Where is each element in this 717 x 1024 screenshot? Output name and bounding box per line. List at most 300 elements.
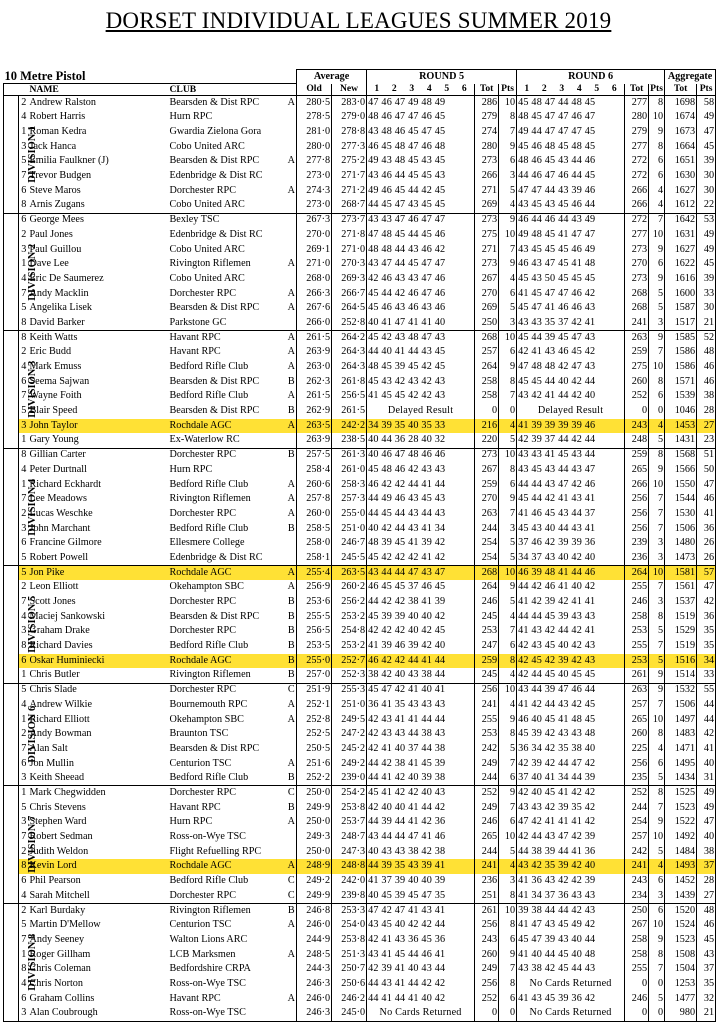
aggregate-points: 41 [697,507,716,522]
aggregate-points: 35 [697,624,716,639]
table-row [4,947,716,962]
club-name: Okehampton SBC [169,713,244,725]
shooter-name: Andy Bowman [29,728,92,740]
average-old: 248·5 [297,947,332,962]
page-title: DORSET INDIVIDUAL LEAGUES SUMMER 2019 [105,8,612,33]
team-letter: A [287,360,297,375]
club-name: Dorchester RPC [169,683,287,698]
aggregate-total: 1046 [665,404,697,419]
entry-number: 5 [21,302,27,314]
team-letter: C [287,683,297,698]
shooter-name: Judith Weldon [29,845,89,857]
round5-total: 242 [475,742,499,757]
round5-points: 8 [499,977,517,992]
shooter-name: Robert Powell [29,551,89,563]
round5-points: 8 [499,727,517,742]
club-name: Dorchester RPC [169,786,287,801]
shooter-name: Paul Guillou [29,243,82,255]
round6-total: 255 [625,639,649,654]
entry-number: 2 [21,507,27,519]
table-row [4,184,716,199]
entry-number: 1 [21,258,27,270]
round5-total: 258 [475,375,499,390]
shooter-name: Richard Elliott [29,713,90,725]
average-new: 246·2 [332,991,367,1006]
shooter-name: Peter Durtnall [29,463,87,475]
average-new: 271·0 [332,242,367,257]
team-letter: A [287,286,297,301]
round5-total: 267 [475,272,499,287]
club-name: Havant RPC [169,992,221,1004]
entry-number: 1 [19,786,29,801]
round5-scores: 40 46 47 48 46 46 [367,448,475,463]
shooter-name: Trevor Budgen [29,170,92,182]
aggregate-points: 41 [697,742,716,757]
round6-points: 7 [649,507,665,522]
shooter-name: Roman Kedra [29,126,87,138]
round6-scores: 43 43 35 37 42 41 [517,316,625,331]
round5-scores: 36 41 35 43 43 43 [367,698,475,713]
shooter-name: Keith Watts [29,331,169,346]
team-letter: B [287,654,297,669]
aggregate-total: 1439 [665,889,697,904]
team-letter: B [287,521,297,536]
average-new: 253·3 [332,903,367,918]
aggregate-points: 55 [697,683,716,698]
club-name: Rochdale AGC [169,859,287,874]
team-letter: B [287,610,297,625]
aggregate-total: 1522 [665,815,697,830]
team-letter: B [287,595,297,610]
entry-number: 2 [21,845,27,857]
club-name: Okehampton SBC [169,581,244,593]
average-old: 250·0 [297,845,332,860]
round6-points: 4 [649,419,665,434]
average-old: 266·0 [297,316,332,331]
round5-points: 5 [499,433,517,448]
average-new: 247·2 [332,727,367,742]
agg-tot-header: Tot [665,84,697,96]
division-label: DIVISION 5 [4,566,19,684]
shooter-name: Mark Emuss [29,361,82,373]
average-new: 261·3 [332,448,367,463]
round5-points: 9 [499,360,517,375]
shooter-name: Chris Stevens [29,801,86,813]
round6-total: 252 [625,389,649,404]
event-title: 10 Metre Pistol [4,69,86,83]
club-name: Centurion TSC [169,757,232,769]
average-new: 255·0 [332,507,367,522]
average-new: 270·3 [332,257,367,272]
round5-points: 10 [499,228,517,243]
aggregate-total: 1484 [665,845,697,860]
average-new: 271·8 [332,228,367,243]
club-name: Edenbridge & Dist RC [169,551,263,563]
round6-scores: 47 48 48 42 47 43 [517,360,625,375]
average-old: 260·6 [297,477,332,492]
entry-number: 1 [21,948,27,960]
table-row [4,198,716,213]
club-name: Hurn RPC [169,816,213,828]
entry-number: 2 [19,903,29,918]
shooter-name: Gillian Carter [29,448,169,463]
entry-number: 5 [19,566,29,581]
round5-scores: 40 44 36 28 40 32 [367,433,475,448]
club-name: LCB Marksmen [169,948,236,960]
round5-total: 271 [475,184,499,199]
aggregate-total: 1550 [665,477,697,492]
round5-points: 7 [499,242,517,257]
round6-total: 242 [625,845,649,860]
average-new: 252·3 [332,668,367,683]
aggregate-points: 50 [697,463,716,478]
round5-points: 6 [499,771,517,786]
entry-number: 1 [21,126,27,138]
shooter-name: Gary Young [29,434,79,446]
shooter-name: John Taylor [29,419,169,434]
table-row [4,492,716,507]
round5-points: 5 [499,845,517,860]
club-name: Rivington Riflemen [169,258,251,270]
round6-scores: 46 40 45 41 48 45 [517,712,625,727]
aggregate-points: 30 [697,184,716,199]
round6-total: 256 [625,756,649,771]
round6-scores: 46 44 46 44 43 49 [517,213,625,228]
round6-scores: 47 42 41 41 41 42 [517,815,625,830]
team-letter [287,742,297,757]
round6-total: 277 [625,96,649,111]
entry-number: 5 [19,683,29,698]
average-old: 246·0 [297,991,332,1006]
aggregate-total: 1523 [665,933,697,948]
entry-number: 3 [21,522,27,534]
round6-scores: 49 44 47 47 47 45 [517,125,625,140]
round6-scores: 41 47 43 45 49 42 [517,918,625,933]
round5-scores: 44 39 35 43 39 41 [367,859,475,874]
club-name: Bearsden & Dist RPC [169,96,287,111]
round5-points: 9 [499,492,517,507]
round5-points: 9 [499,580,517,595]
average-old: 269·1 [297,242,332,257]
team-letter: B [287,801,297,816]
round6-scores: 48 46 45 43 44 46 [517,154,625,169]
round5-total: 216 [475,419,499,434]
team-letter [287,316,297,331]
club-name: Rivington Riflemen [169,493,251,505]
average-new: 239·0 [332,771,367,786]
round5-scores: 42 39 41 40 43 44 [367,962,475,977]
entry-number: 7 [21,742,27,754]
aggregate-total: 1537 [665,595,697,610]
shooter-name: Richard Eckhardt [29,478,102,490]
round5-scores: 49 46 45 44 42 45 [367,184,475,199]
round6-scores: 34 37 43 40 42 40 [517,551,625,566]
round6-scores: 45 44 39 45 47 43 [517,331,625,346]
round5-scores: 44 42 42 38 41 39 [367,595,475,610]
round6-points: 9 [649,683,665,698]
team-letter: A [287,477,297,492]
round5-total: 243 [475,933,499,948]
round5-scores: 34 39 35 40 35 33 [367,419,475,434]
club-name: Bedford Rifle Club [169,390,249,402]
aggregate-points: 40 [697,756,716,771]
shooter-name: Alan Coubrough [29,1006,169,1021]
round6-total: 243 [625,419,649,434]
team-letter [287,169,297,184]
aggregate-total: 1514 [665,668,697,683]
round5-total: 264 [475,580,499,595]
entry-number: 1 [21,669,27,681]
round5-scores: 46 45 45 37 46 45 [367,580,475,595]
entry-number: 7 [21,287,27,299]
round6-scores: 41 46 45 43 44 37 [517,507,625,522]
average-new: 264·3 [332,360,367,375]
table-row [4,595,716,610]
round6-points: 7 [649,698,665,713]
shooter-name: Emilia Faulkner (J) [29,155,109,167]
round5-total: 246 [475,815,499,830]
round6-total: 248 [625,433,649,448]
aggregate-points: 33 [697,286,716,301]
round5-scores: 45 42 42 42 41 42 [367,551,475,566]
round5-scores: 44 45 47 43 45 45 [367,198,475,213]
team-letter: A [287,859,297,874]
entry-number: 3 [21,625,27,637]
aggregate-total: 1493 [665,859,697,874]
round5-scores: 44 45 44 43 44 43 [367,507,475,522]
round6-points: 5 [649,654,665,669]
team-letter [287,830,297,845]
round5-total: 0 [475,1006,499,1021]
round5-total: 241 [475,698,499,713]
round5-points: 0 [499,404,517,419]
round5-total: 236 [475,874,499,889]
aggregate-total: 1627 [665,184,697,199]
aggregate-points: 46 [697,492,716,507]
team-letter [287,977,297,992]
aggregate-points: 42 [697,727,716,742]
shooter-name: Maciej Sankowski [29,610,106,622]
team-letter: A [287,947,297,962]
team-letter [287,933,297,948]
round6-total: 0 [625,404,649,419]
round5-total: 286 [475,96,499,111]
round6-scores: 41 42 44 43 42 45 [517,698,625,713]
table-row [4,331,716,346]
shooter-name: Richard Davies [29,640,93,652]
shooter-name: Lucas Weschke [29,507,93,519]
round5-scores: 42 41 43 36 45 36 [367,933,475,948]
shooter-name: Chris Butler [29,669,80,681]
round5-scores: 48 48 44 43 46 42 [367,242,475,257]
team-letter: A [287,389,297,404]
round5-points: 6 [499,639,517,654]
aggregate-total: 1612 [665,198,697,213]
team-letter: A [287,991,297,1006]
round6-points: 7 [649,345,665,360]
round5-points: 10 [499,830,517,845]
club-name: Dorchester RPC [169,448,287,463]
shooter-name: Andy Macklin [29,287,89,299]
shooter-name: Keith Sheead [29,772,85,784]
shooter-name: Jon Pike [29,566,169,581]
round5-points: 9 [499,786,517,801]
table-row [4,360,716,375]
round5-total: 256 [475,918,499,933]
aggregate-points: 40 [697,830,716,845]
aggregate-total: 1630 [665,169,697,184]
average-new: 247·3 [332,845,367,860]
round6-total: 263 [625,683,649,698]
table-row [4,801,716,816]
round5-total: 279 [475,110,499,125]
round6-scores: 42 44 43 47 42 39 [517,830,625,845]
average-old: 252·5 [297,727,332,742]
entry-number: 8 [21,640,27,652]
division-label: DIVISION 8 [4,903,19,1021]
round5-scores: 43 46 44 45 45 43 [367,169,475,184]
round6-total: 225 [625,742,649,757]
club-name: Cobo United ARC [169,272,245,284]
shooter-name: Francine Gilmore [29,537,102,549]
round5-points: 7 [499,624,517,639]
round5-points: 10 [499,903,517,918]
average-new: 252·7 [332,654,367,669]
round6-total: 253 [625,654,649,669]
aggregate-points: 33 [697,668,716,683]
round6-total: 255 [625,580,649,595]
round6-total: 244 [625,801,649,816]
average-new: 245·2 [332,742,367,757]
round6-points: 7 [649,492,665,507]
table-row [4,654,716,669]
table-row [4,507,716,522]
round5-points: 7 [499,125,517,140]
round6-total: 263 [625,331,649,346]
average-old: 248·9 [297,859,332,874]
team-letter [287,213,297,228]
aggregate-total: 1587 [665,301,697,316]
aggregate-total: 1492 [665,830,697,845]
aggregate-points: 38 [697,845,716,860]
round5-scores: 44 41 44 41 40 42 [367,991,475,1006]
round5-points: 8 [499,918,517,933]
new-header: New [332,84,367,96]
round6-total: 250 [625,903,649,918]
round5-points: 6 [499,933,517,948]
round6-scores: 44 42 46 41 40 42 [517,580,625,595]
average-new: 252·8 [332,316,367,331]
round6-points: 4 [649,742,665,757]
aggregate-points: 42 [697,595,716,610]
average-old: 251·9 [297,683,332,698]
entry-number: 7 [21,170,27,182]
club-name: Bedford Rifle Club [169,875,249,887]
aggregate-total: 1571 [665,375,697,390]
shooter-name: Jack Hanca [29,140,77,152]
round5-total: 258 [475,389,499,404]
average-new: 245·5 [332,551,367,566]
aggregate-points: 35 [697,977,716,992]
table-row [4,477,716,492]
average-old: 257·8 [297,492,332,507]
table-row [4,580,716,595]
average-old: 277·8 [297,154,332,169]
entry-number: 4 [21,610,27,622]
entry-number: 4 [21,272,27,284]
aggregate-total: 1532 [665,683,697,698]
round6-scores: 41 34 37 36 43 43 [517,889,625,904]
round5-total: 273 [475,448,499,463]
team-letter: B [287,903,297,918]
round6-scores: 43 45 45 45 46 49 [517,242,625,257]
club-name: Bournemouth RPC [169,698,248,710]
aggregate-points: 21 [697,316,716,331]
average-old: 258·4 [297,463,332,478]
round6-total: 246 [625,595,649,610]
round6-total: 279 [625,125,649,140]
average-new: 242·0 [332,874,367,889]
aggregate-points: 30 [697,169,716,184]
round5-scores: 41 39 46 39 42 40 [367,639,475,654]
table-row [4,786,716,801]
entry-number: 8 [19,331,29,346]
average-new: 248·7 [332,830,367,845]
round6-points: 3 [649,551,665,566]
round5-total: 265 [475,830,499,845]
aggregate-total: 1585 [665,331,697,346]
table-row [4,991,716,1006]
round5-points: 8 [499,654,517,669]
average-new: 261·8 [332,375,367,390]
table-row [4,815,716,830]
club-name: Bedford Rifle Club [169,522,249,534]
average-old: 273·0 [297,198,332,213]
round5-scores: 46 42 42 44 41 44 [367,477,475,492]
round5-points: 3 [499,169,517,184]
aggregate-points: 46 [697,360,716,375]
round6-points: 4 [649,198,665,213]
table-row [4,566,716,581]
round6-points: 8 [649,610,665,625]
round5-scores: 42 41 40 37 44 38 [367,742,475,757]
table-row [4,110,716,125]
team-letter: B [287,624,297,639]
round6-scores: 42 40 45 41 42 42 [517,786,625,801]
average-new: 256·2 [332,595,367,610]
club-name: Walton Lions ARC [169,933,248,945]
round5-scores: 48 39 45 41 39 42 [367,536,475,551]
team-letter [287,272,297,287]
table-row [4,859,716,874]
team-letter [287,433,297,448]
aggregate-points: 27 [697,889,716,904]
club-name: Dorchester RPC [169,287,236,299]
average-old: 278·5 [297,110,332,125]
round5-scores: 47 42 47 41 43 41 [367,903,475,918]
round6-total: 272 [625,154,649,169]
aggregate-points: 32 [697,991,716,1006]
average-new: 251·3 [332,947,367,962]
round6-total: 270 [625,257,649,272]
entry-number: 8 [19,859,29,874]
table-row [4,433,716,448]
shooter-name: Andrew Wilkie [29,698,92,710]
round6-scores: 45 46 48 45 48 45 [517,140,625,155]
shooter-name: Mark Chegwidden [29,786,169,801]
table-row [4,683,716,698]
round6-points: 7 [649,639,665,654]
